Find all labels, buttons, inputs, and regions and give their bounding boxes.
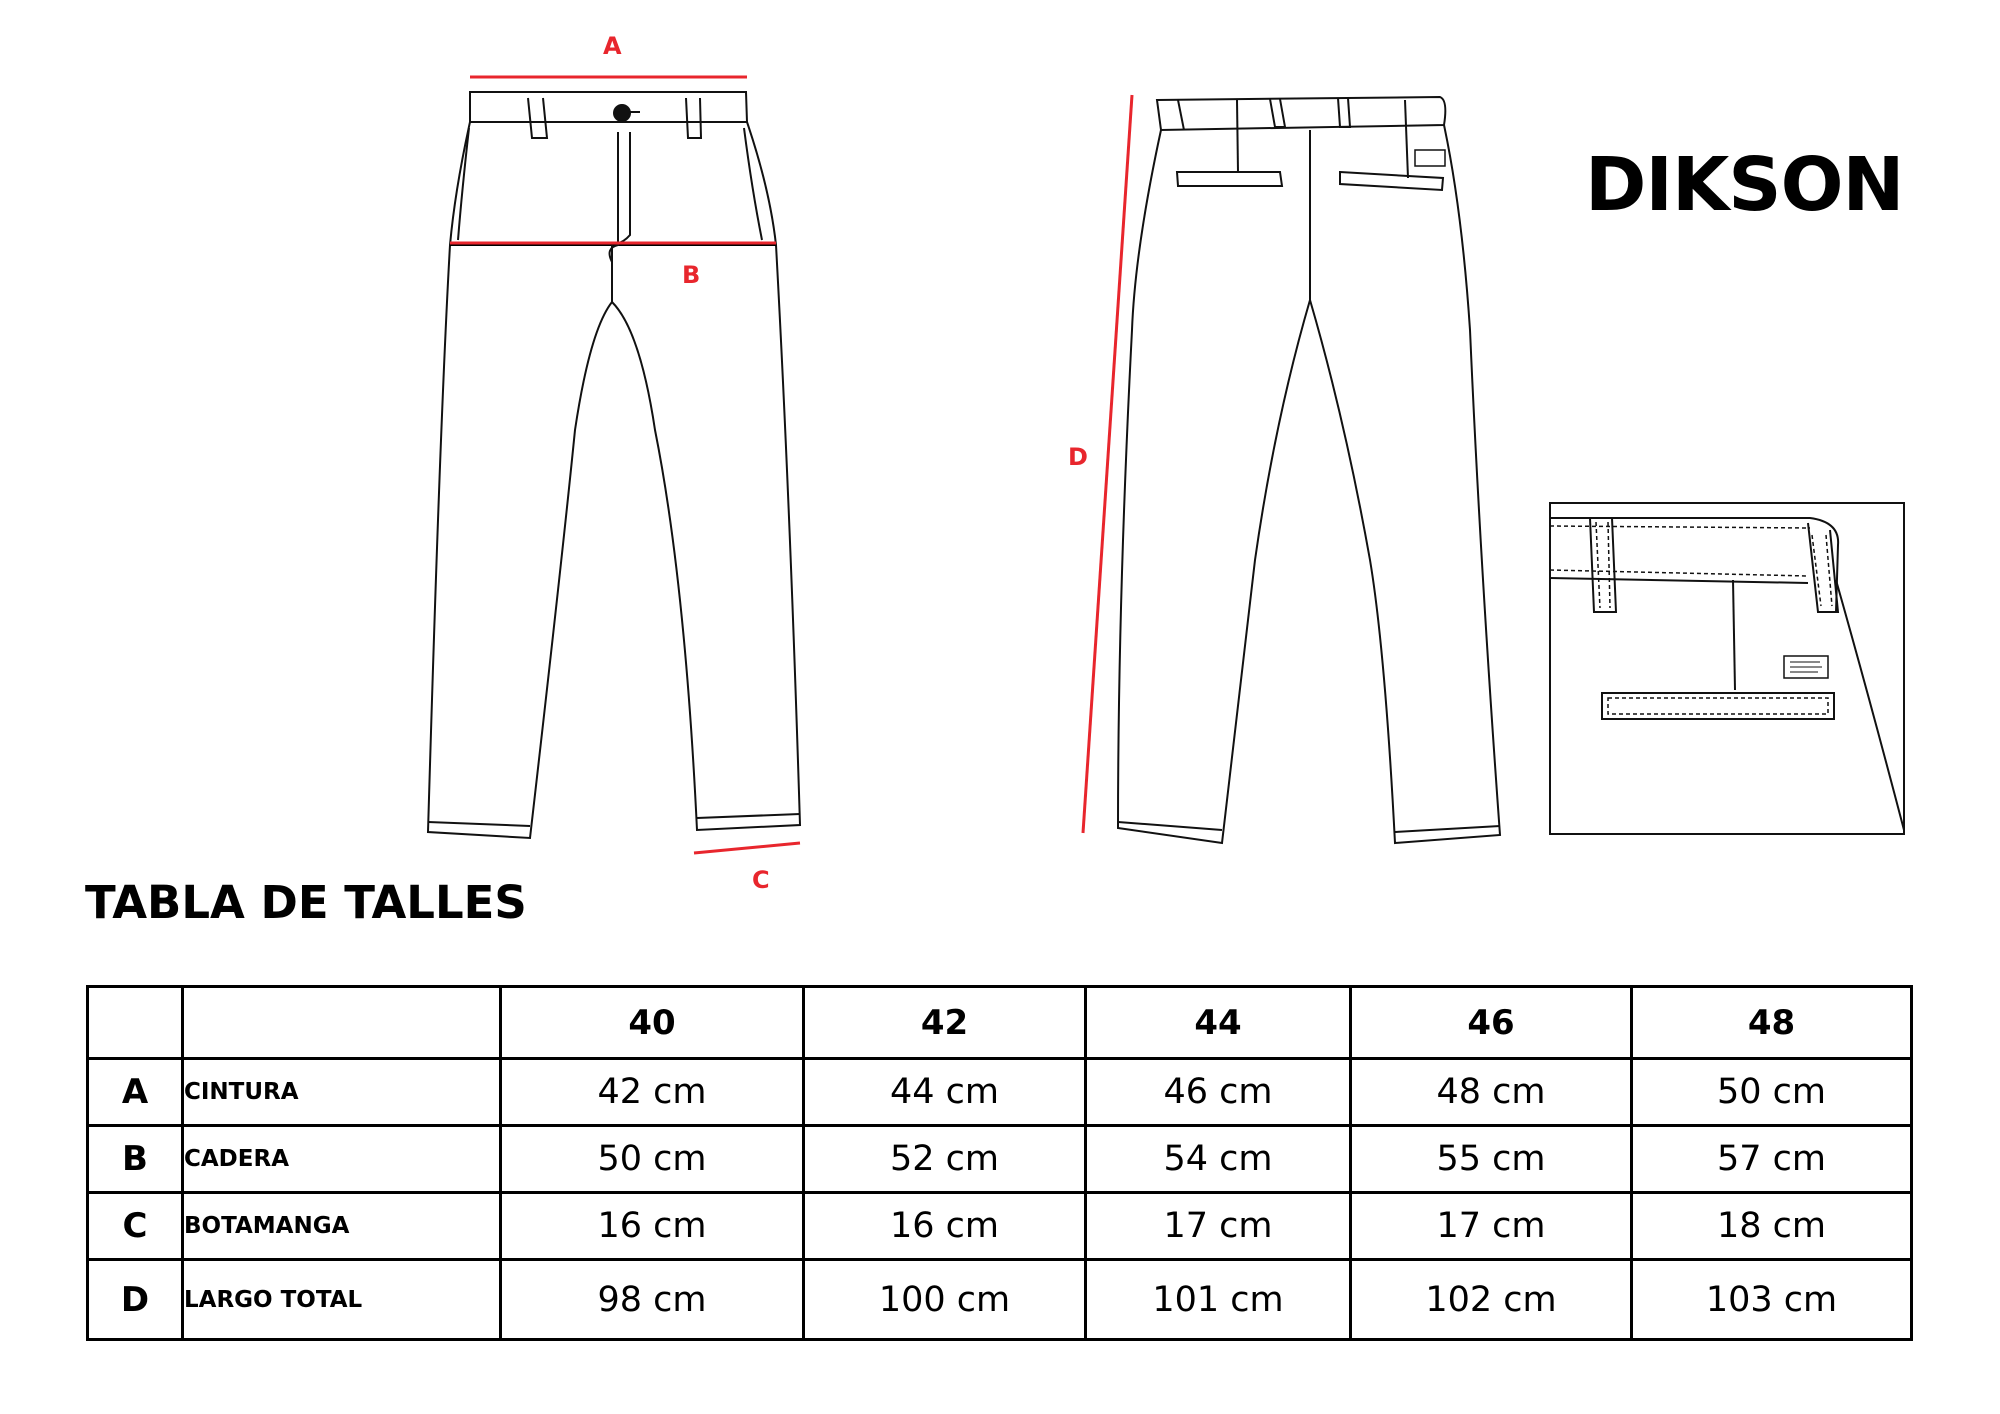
table-cell: 50 cm <box>501 1126 804 1193</box>
size-header: 44 <box>1086 987 1351 1059</box>
table-row <box>88 1193 1912 1260</box>
table-cell: 57 cm <box>1632 1126 1912 1193</box>
row-key: A <box>88 1059 183 1126</box>
measure-line-d <box>1083 95 1132 833</box>
table-cell: 98 cm <box>501 1260 804 1340</box>
row-measure-name: CINTURA <box>183 1059 501 1126</box>
size-header: 48 <box>1632 987 1912 1059</box>
table-cell: 44 cm <box>804 1059 1086 1126</box>
table-row <box>88 1126 1912 1193</box>
table-cell: 17 cm <box>1086 1193 1351 1260</box>
table-cell: 16 cm <box>501 1193 804 1260</box>
table-cell: 52 cm <box>804 1126 1086 1193</box>
back-pants-drawing <box>1118 97 1500 843</box>
table-header-row <box>88 987 1912 1059</box>
front-pants-drawing <box>428 92 800 838</box>
table-cell: 54 cm <box>1086 1126 1351 1193</box>
row-measure-name: CADERA <box>183 1126 501 1193</box>
table-row <box>88 1260 1912 1340</box>
table-cell: 17 cm <box>1351 1193 1632 1260</box>
measure-lines <box>450 77 1132 853</box>
row-key: C <box>88 1193 183 1260</box>
size-header: 40 <box>501 987 804 1059</box>
header-blank-key <box>88 987 183 1059</box>
table-cell: 102 cm <box>1351 1260 1632 1340</box>
label-a: A <box>603 32 622 60</box>
header-blank-measure <box>183 987 501 1059</box>
size-header: 46 <box>1351 987 1632 1059</box>
table-cell: 103 cm <box>1632 1260 1912 1340</box>
row-measure-name: LARGO TOTAL <box>183 1260 501 1340</box>
measure-line-c <box>694 843 800 853</box>
table-cell: 42 cm <box>501 1059 804 1126</box>
label-d: D <box>1068 443 1088 471</box>
brand-logo: DIKSON <box>1585 142 1904 228</box>
size-table <box>86 985 1913 1341</box>
table-cell: 46 cm <box>1086 1059 1351 1126</box>
label-b: B <box>682 261 701 289</box>
table-cell: 16 cm <box>804 1193 1086 1260</box>
table-cell: 18 cm <box>1632 1193 1912 1260</box>
row-key: B <box>88 1126 183 1193</box>
table-cell: 100 cm <box>804 1260 1086 1340</box>
table-cell: 55 cm <box>1351 1126 1632 1193</box>
table-cell: 50 cm <box>1632 1059 1912 1126</box>
table-cell: 48 cm <box>1351 1059 1632 1126</box>
row-measure-name: BOTAMANGA <box>183 1193 501 1260</box>
table-row <box>88 1059 1912 1126</box>
label-c: C <box>752 866 770 894</box>
row-key: D <box>88 1260 183 1340</box>
page-title: TABLA DE TALLES <box>85 876 527 929</box>
size-header: 42 <box>804 987 1086 1059</box>
table-cell: 101 cm <box>1086 1260 1351 1340</box>
detail-inset <box>1550 503 1904 834</box>
